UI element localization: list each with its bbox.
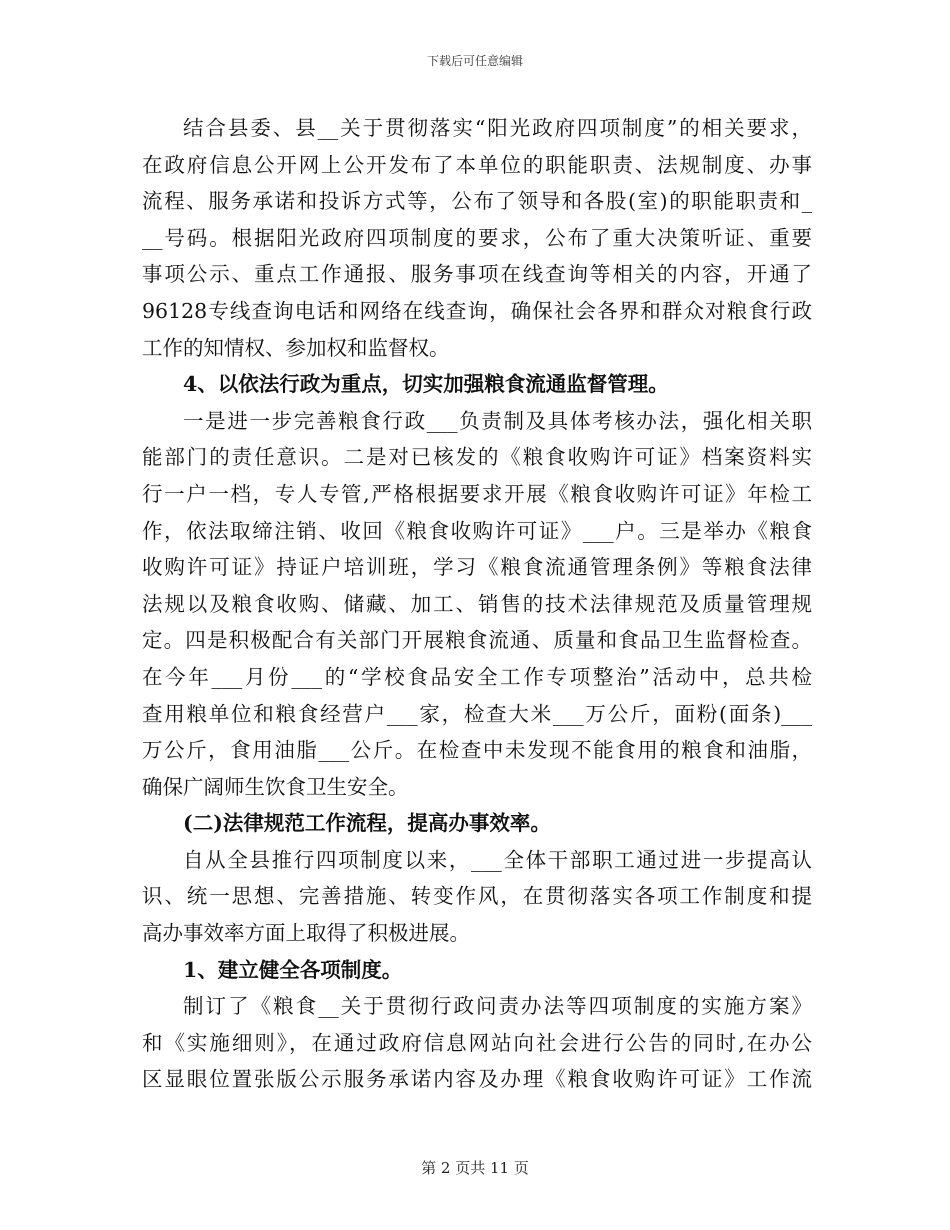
text-line: 一是进一步完善粮食行政___负责制及具体考核办法，强化相关职 <box>183 408 812 433</box>
text-line: 查用粮单位和粮食经营户___家，检查大米___万公斤，面粉(面条)___ <box>142 701 812 726</box>
text-line: 收购许可证》持证户培训班，学习《粮食流通管理条例》等粮食法律 <box>142 555 812 580</box>
text-line: 事项公示、重点工作通报、服务事项在线查询等相关的内容，开通了 <box>142 262 812 287</box>
text-line: 法规以及粮食收购、储藏、加工、销售的技术法律规范及质量管理规 <box>142 591 812 616</box>
page-footer: 第 2 页共 11 页 <box>421 1159 529 1177</box>
paragraph <box>142 988 812 1098</box>
text-line: 万公斤，食用油脂___公斤。在检查中未发现不能食用的粮食和油脂， <box>142 738 812 763</box>
text-line: 制订了《粮食__关于贯彻行政问责办法等四项制度的实施方案》 <box>183 994 812 1019</box>
heading-line: 1、建立健全各项制度。 <box>183 957 403 982</box>
heading-line: (二)法律规范工作流程，提高办事效率。 <box>183 811 551 836</box>
text-line: 96128专线查询电话和网络在线查询，确保社会各界和群众对粮食行政 <box>142 298 812 323</box>
text-line: 和《实施细则》，在通过政府信息网站向社会进行公告的同时,在办公 <box>142 1030 812 1055</box>
section-heading <box>142 366 812 403</box>
text-line: 流程、服务承诺和投诉方式等，公布了领导和各股(室)的职能职责和_ <box>142 189 812 214</box>
document-body <box>142 110 812 1098</box>
text-line: 在政府信息公开网上公开发布了本单位的职能职责、法规制度、办事 <box>142 152 812 177</box>
text-line: 在今年___月份___的“学校食品安全工作专项整治”活动中，总共检 <box>142 664 812 689</box>
section-heading <box>142 805 812 842</box>
text-line: 作，依法取缔注销、收回《粮食收购许可证》___户。三是举办《粮食 <box>142 518 812 543</box>
page-header: 下载后可任意编辑 <box>426 54 523 68</box>
text-line: 工作的知情权、参加权和监督权。 <box>142 335 450 360</box>
section-heading <box>142 952 812 989</box>
paragraph <box>142 842 812 952</box>
paragraph <box>142 110 812 366</box>
text-line: 行一户一档，专人专管,严格根据要求开展《粮食收购许可证》年检工 <box>142 481 812 506</box>
text-line: 确保广阔师生饮食卫生安全。 <box>142 774 409 799</box>
text-line: 能部门的责任意识。二是对已核发的《粮食收购许可证》档案资料实 <box>142 445 812 470</box>
text-line: __号码。根据阳光政府四项制度的要求，公布了重大决策听证、重要 <box>142 225 812 250</box>
text-line: 识、统一思想、完善措施、转变作风，在贯彻落实各项工作制度和提 <box>142 884 812 909</box>
text-line: 高办事效率方面上取得了积极进展。 <box>142 921 470 946</box>
heading-line: 4、以依法行政为重点，切实加强粮食流通监督管理。 <box>183 372 669 397</box>
text-line: 自从全县推行四项制度以来，___全体干部职工通过进一步提高认 <box>183 847 812 872</box>
text-line: 区显眼位置张版公示服务承诺内容及办理《粮食收购许可证》工作流 <box>142 1067 812 1092</box>
text-line: 定。四是积极配合有关部门开展粮食流通、质量和食品卫生监督检查。 <box>142 628 812 653</box>
text-line: 结合县委、县__关于贯彻落实“阳光政府四项制度”的相关要求， <box>183 116 812 140</box>
paragraph <box>142 403 812 806</box>
